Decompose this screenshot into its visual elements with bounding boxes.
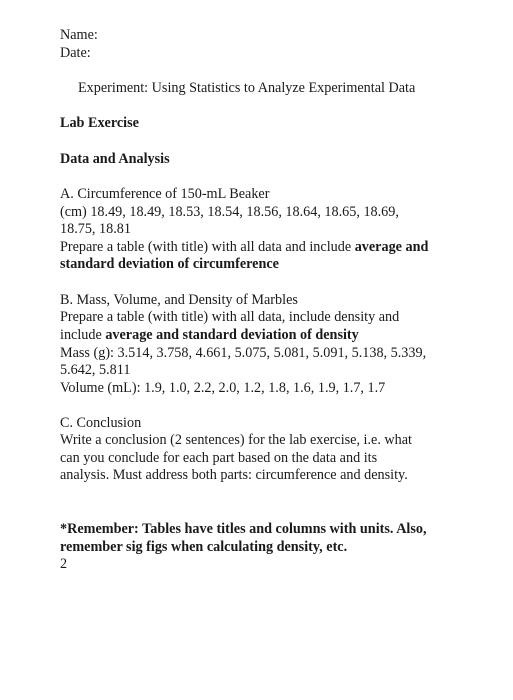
section-b-instruction-line-2 [60,326,359,344]
section-a-instruction-bold-1: average and [354,239,429,255]
section-b-title: B. Mass, Volume, and Density of Marbles [60,292,298,308]
section-a-instruction-line-1 [60,238,428,256]
section-b-volume-line: Volume (mL): 1.9, 1.0, 2.2, 2.0, 1.2, 1.8, 1.6, 1.9, 1.7, 1.7 [60,380,386,396]
name-label: Name: [60,27,98,43]
section-a-data-line-2: 18.75, 18.81 [60,221,131,237]
section-b-instruction-line-1: Prepare a table (with title) with all data, include density and [60,309,400,325]
experiment-title: Experiment: Using Statistics to Analyze Experimental Data [78,80,416,96]
data-analysis-heading: Data and Analysis [60,151,170,167]
date-label: Date: [60,45,91,61]
page-number: 2 [60,556,68,572]
lab-exercise-heading: Lab Exercise [60,115,139,131]
section-a-instruction-plain: Prepare a table (with title) with all data and include [60,239,355,255]
section-c-line-3: analysis. Must address both parts: circumference and density. [60,467,408,483]
section-a-instruction-bold-2: standard deviation of circumference [60,256,279,272]
section-b-mass-line-1: Mass (g): 3.514, 3.758, 4.661, 5.075, 5.081, 5.091, 5.138, 5.339, [60,345,427,361]
section-b-instruction-plain: include [60,327,106,343]
section-a-data-line-1: (cm) 18.49, 18.49, 18.53, 18.54, 18.56, 18.64, 18.65, 18.69, [60,204,399,220]
section-b-instruction-bold: average and standard deviation of density [105,327,359,343]
reminder-line-1: *Remember: Tables have titles and columns with units. Also, [60,521,427,537]
section-c-title: C. Conclusion [60,415,142,431]
section-c-line-2: can you conclude for each part based on the data and its [60,450,378,466]
section-b-mass-line-2: 5.642, 5.811 [60,362,131,378]
reminder-line-2: remember sig figs when calculating density, etc. [60,539,348,555]
section-a-title: A. Circumference of 150-mL Beaker [60,186,270,202]
section-c-line-1: Write a conclusion (2 sentences) for the lab exercise, i.e. what [60,432,412,448]
